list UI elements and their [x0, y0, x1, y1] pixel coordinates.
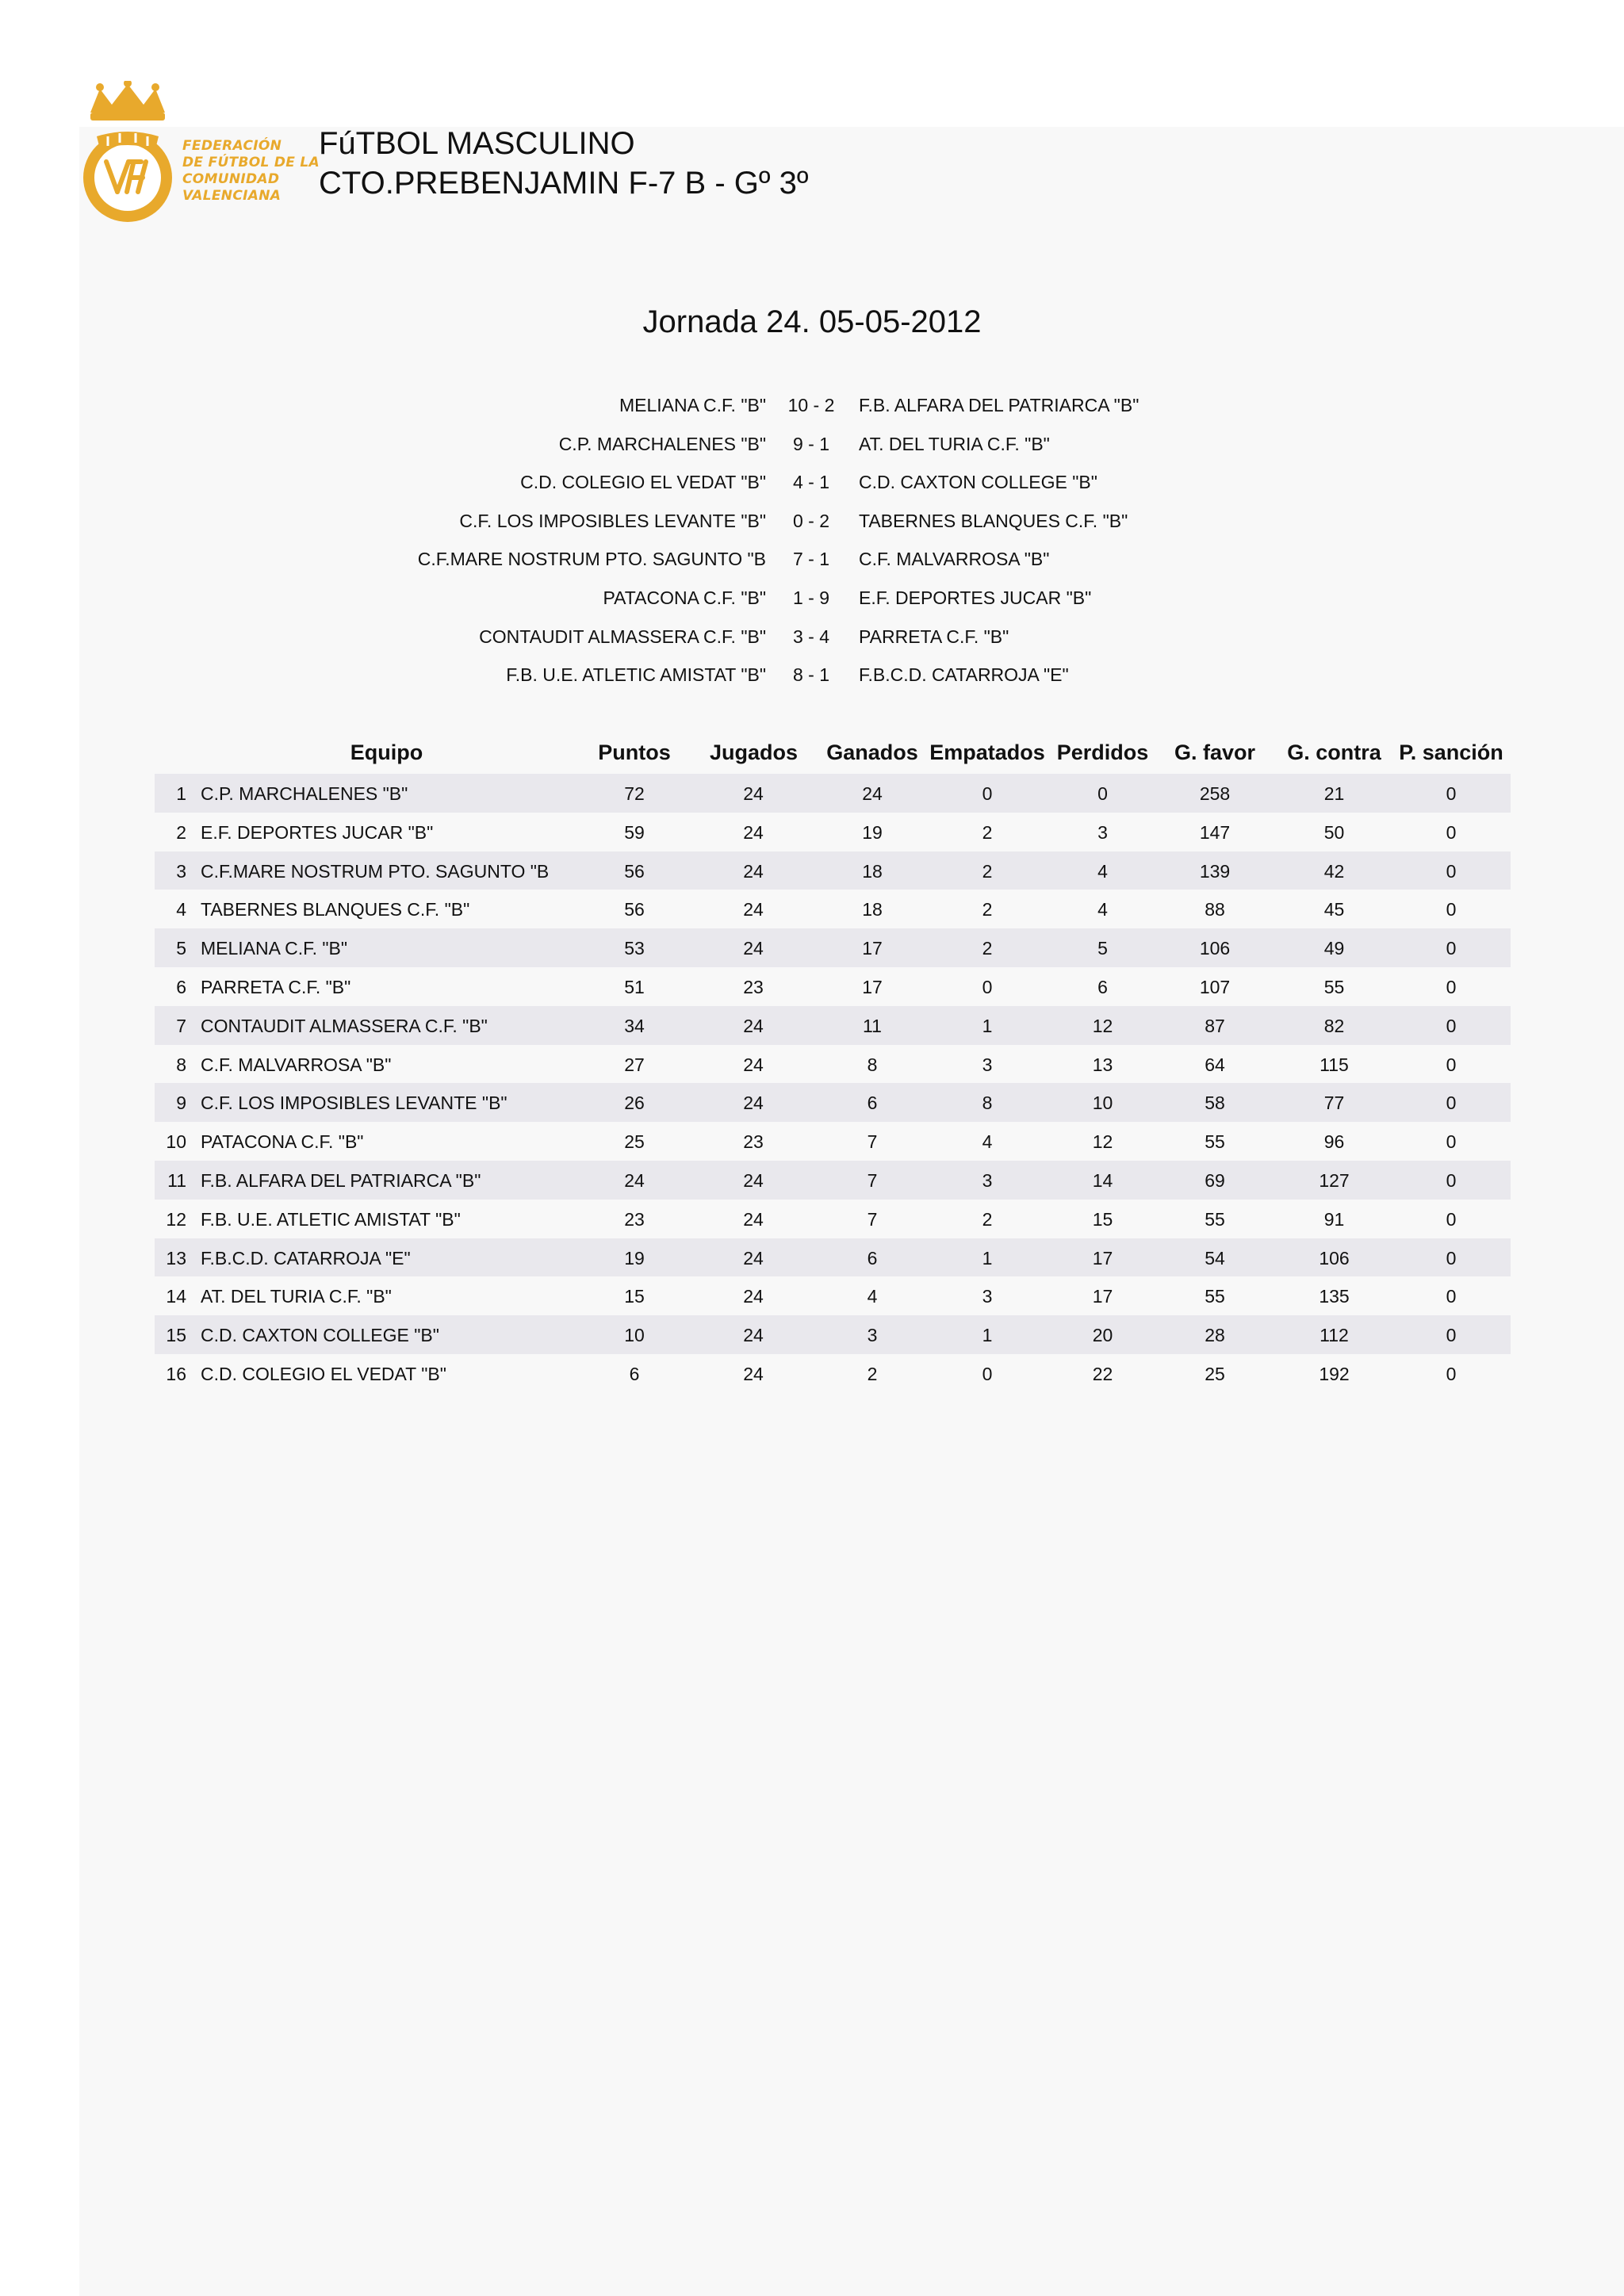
penalty-cell: 0	[1446, 860, 1457, 882]
result-home-team: MELIANA C.F. "B"	[619, 395, 766, 415]
standings-row	[155, 1006, 1511, 1045]
team-cell: C.D. CAXTON COLLEGE "B"	[201, 1325, 439, 1346]
penalty-cell: 0	[1446, 1015, 1457, 1036]
points-cell: 6	[629, 1363, 640, 1384]
standings-header-row	[155, 734, 1511, 774]
standings-row	[155, 1122, 1511, 1161]
played-cell: 23	[743, 1131, 764, 1153]
penalty-cell: 0	[1446, 1131, 1457, 1153]
penalty-cell: 0	[1446, 1093, 1457, 1114]
goals-for-cell: 55	[1205, 1131, 1225, 1153]
played-cell: 24	[743, 1325, 764, 1346]
result-row	[0, 388, 1624, 427]
result-away-team: C.F. MALVARROSA "B"	[859, 549, 1050, 570]
standings-row	[155, 1276, 1511, 1315]
matchday-title: Jornada 24. 05-05-2012	[642, 304, 982, 339]
standings-body	[155, 774, 1511, 1393]
goals-against-cell: 55	[1323, 976, 1345, 997]
position-cell: 11	[167, 1169, 186, 1191]
position-cell: 14	[166, 1286, 186, 1307]
goals-for-cell: 147	[1199, 821, 1231, 843]
result-score: 10 - 2	[787, 395, 835, 415]
won-cell: 6	[867, 1093, 878, 1114]
drawn-cell: 0	[982, 976, 993, 997]
drawn-cell: 2	[982, 860, 993, 882]
penalty-cell: 0	[1446, 1054, 1457, 1075]
position-cell: 16	[166, 1363, 186, 1384]
penalty-cell: 0	[1446, 1363, 1457, 1384]
team-cell: AT. DEL TURIA C.F. "B"	[201, 1286, 392, 1307]
team-cell: F.B.C.D. CATARROJA "E"	[201, 1247, 411, 1269]
header-points: Puntos	[598, 740, 671, 764]
goals-for-cell: 55	[1205, 1286, 1225, 1307]
goals-for-cell: 139	[1199, 860, 1231, 882]
points-cell: 10	[624, 1325, 645, 1346]
goals-for-cell: 69	[1205, 1169, 1225, 1191]
result-row	[0, 465, 1624, 503]
points-cell: 59	[624, 821, 645, 843]
result-home-team: CONTAUDIT ALMASSERA C.F. "B"	[479, 626, 766, 647]
lost-cell: 22	[1092, 1363, 1113, 1384]
result-home-team: PATACONA C.F. "B"	[603, 587, 766, 608]
goals-against-cell: 82	[1323, 1015, 1345, 1036]
drawn-cell: 1	[982, 1325, 993, 1346]
position-cell: 4	[176, 899, 186, 920]
played-cell: 24	[743, 860, 764, 882]
team-cell: C.F. MALVARROSA "B"	[201, 1054, 392, 1075]
lost-cell: 4	[1097, 860, 1108, 882]
header-lost: Perdidos	[1056, 740, 1149, 764]
team-cell: PARRETA C.F. "B"	[201, 976, 351, 997]
won-cell: 17	[862, 976, 883, 997]
result-away-team: C.D. CAXTON COLLEGE "B"	[859, 472, 1097, 493]
lost-cell: 3	[1097, 821, 1108, 843]
goals-against-cell: 91	[1323, 1208, 1345, 1230]
goals-against-cell: 127	[1319, 1169, 1350, 1191]
team-cell: C.F. LOS IMPOSIBLES LEVANTE "B"	[201, 1093, 508, 1114]
drawn-cell: 3	[982, 1054, 993, 1075]
drawn-cell: 2	[982, 821, 993, 843]
lost-cell: 4	[1097, 899, 1108, 920]
won-cell: 7	[867, 1208, 878, 1230]
played-cell: 24	[743, 899, 764, 920]
competition-header	[319, 124, 808, 203]
standings-row	[155, 774, 1511, 813]
position-cell: 13	[166, 1247, 186, 1269]
result-away-team: PARRETA C.F. "B"	[859, 626, 1009, 647]
penalty-cell: 0	[1446, 1286, 1457, 1307]
penalty-cell: 0	[1446, 1208, 1457, 1230]
goals-for-cell: 25	[1205, 1363, 1225, 1384]
played-cell: 24	[743, 938, 764, 959]
position-cell: 8	[176, 1054, 186, 1075]
standings-row	[155, 1161, 1511, 1200]
team-cell: TABERNES BLANQUES C.F. "B"	[201, 899, 470, 920]
standings-row	[155, 813, 1511, 851]
lost-cell: 14	[1092, 1169, 1113, 1191]
points-cell: 56	[624, 899, 645, 920]
result-away-team: TABERNES BLANQUES C.F. "B"	[859, 510, 1128, 531]
played-cell: 23	[743, 976, 764, 997]
drawn-cell: 0	[982, 1363, 993, 1384]
played-cell: 24	[743, 821, 764, 843]
points-cell: 34	[624, 1015, 645, 1036]
played-cell: 24	[743, 1286, 764, 1307]
points-cell: 23	[624, 1208, 645, 1230]
goals-against-cell: 115	[1320, 1054, 1349, 1075]
team-cell: F.B. ALFARA DEL PATRIARCA "B"	[201, 1169, 481, 1191]
goals-against-cell: 112	[1320, 1325, 1349, 1346]
result-home-team: C.P. MARCHALENES "B"	[558, 433, 766, 454]
goals-against-cell: 135	[1319, 1286, 1350, 1307]
drawn-cell: 8	[982, 1093, 993, 1114]
standings-row	[155, 1200, 1511, 1238]
played-cell: 24	[743, 1247, 764, 1269]
standings-row	[155, 1238, 1511, 1277]
standings-row	[155, 851, 1511, 890]
points-cell: 24	[624, 1169, 645, 1191]
goals-for-cell: 64	[1205, 1054, 1225, 1075]
won-cell: 8	[867, 1054, 878, 1075]
won-cell: 17	[862, 938, 883, 959]
result-row	[0, 427, 1624, 465]
goals-against-cell: 21	[1323, 783, 1345, 804]
won-cell: 18	[862, 860, 883, 882]
drawn-cell: 3	[982, 1286, 993, 1307]
drawn-cell: 4	[982, 1131, 993, 1153]
won-cell: 19	[862, 821, 883, 843]
position-cell: 6	[176, 976, 186, 997]
lost-cell: 12	[1092, 1131, 1113, 1153]
goals-against-cell: 45	[1323, 899, 1345, 920]
lost-cell: 6	[1097, 976, 1108, 997]
played-cell: 24	[743, 1054, 764, 1075]
penalty-cell: 0	[1446, 1169, 1457, 1191]
played-cell: 24	[743, 783, 764, 804]
result-away-team: AT. DEL TURIA C.F. "B"	[859, 433, 1050, 454]
result-score: 8 - 1	[792, 664, 830, 686]
points-cell: 72	[624, 783, 645, 804]
penalty-cell: 0	[1446, 1247, 1457, 1269]
result-score: 9 - 1	[792, 433, 830, 454]
result-score: 1 - 9	[792, 587, 830, 608]
won-cell: 3	[867, 1325, 878, 1346]
points-cell: 19	[624, 1247, 645, 1269]
won-cell: 7	[867, 1131, 878, 1153]
position-cell: 15	[166, 1325, 186, 1346]
won-cell: 6	[867, 1247, 878, 1269]
goals-against-cell: 77	[1323, 1093, 1345, 1114]
points-cell: 56	[624, 860, 645, 882]
goals-against-cell: 42	[1323, 860, 1345, 882]
goals-for-cell: 54	[1205, 1247, 1225, 1269]
goals-for-cell: 28	[1205, 1325, 1225, 1346]
lost-cell: 5	[1097, 938, 1108, 959]
drawn-cell: 0	[982, 783, 993, 804]
lost-cell: 17	[1092, 1286, 1113, 1307]
result-score: 0 - 2	[792, 510, 830, 531]
position-cell: 10	[166, 1131, 186, 1153]
drawn-cell: 1	[982, 1247, 993, 1269]
standings-row	[155, 1083, 1511, 1122]
goals-for-cell: 55	[1205, 1208, 1225, 1230]
team-cell: CONTAUDIT ALMASSERA C.F. "B"	[201, 1015, 488, 1036]
points-cell: 53	[624, 938, 645, 959]
position-cell: 5	[176, 938, 186, 959]
result-score: 3 - 4	[792, 626, 830, 647]
header-played: Jugados	[710, 740, 799, 764]
played-cell: 24	[743, 1208, 764, 1230]
lost-cell: 13	[1092, 1054, 1113, 1075]
won-cell: 2	[867, 1363, 878, 1384]
result-row	[0, 581, 1624, 619]
result-home-team: C.F. LOS IMPOSIBLES LEVANTE "B"	[459, 510, 766, 531]
result-away-team: F.B.C.D. CATARROJA "E"	[859, 664, 1069, 686]
goals-against-cell: 50	[1323, 821, 1345, 843]
goals-against-cell: 49	[1323, 938, 1345, 959]
won-cell: 18	[862, 899, 883, 920]
sport-title: FúTBOL MASCULINO	[319, 126, 635, 161]
header-drawn: Empatados	[929, 740, 1045, 764]
team-cell: C.D. COLEGIO EL VEDAT "B"	[201, 1363, 446, 1384]
header-penalty: P. sanción	[1399, 740, 1503, 764]
points-cell: 26	[624, 1093, 645, 1114]
header-team: Equipo	[350, 740, 423, 764]
team-cell: E.F. DEPORTES JUCAR "B"	[201, 821, 434, 843]
position-cell: 12	[166, 1208, 186, 1230]
played-cell: 24	[743, 1093, 764, 1114]
standings-row	[155, 928, 1511, 967]
team-cell: C.P. MARCHALENES "B"	[201, 783, 408, 804]
team-cell: C.F.MARE NOSTRUM PTO. SAGUNTO "B	[201, 860, 550, 882]
penalty-cell: 0	[1446, 899, 1457, 920]
position-cell: 3	[176, 860, 186, 882]
result-score: 4 - 1	[792, 472, 830, 493]
drawn-cell: 3	[982, 1169, 993, 1191]
result-row	[0, 542, 1624, 580]
points-cell: 25	[624, 1131, 645, 1153]
result-away-team: F.B. ALFARA DEL PATRIARCA "B"	[859, 395, 1139, 415]
position-cell: 9	[176, 1093, 186, 1114]
goals-against-cell: 192	[1319, 1363, 1350, 1384]
won-cell: 4	[867, 1286, 878, 1307]
logo-wordmark: FEDERACIÓN DE FÚTBOL DE LA COMUNIDAD VALENCIANA	[182, 138, 320, 204]
team-cell: MELIANA C.F. "B"	[201, 938, 348, 959]
result-row	[0, 504, 1624, 542]
ffcv-crest-icon	[76, 81, 179, 232]
result-away-team: E.F. DEPORTES JUCAR "B"	[859, 587, 1092, 608]
lost-cell: 0	[1097, 783, 1108, 804]
drawn-cell: 2	[982, 938, 993, 959]
standings-row	[155, 1045, 1511, 1084]
goals-for-cell: 88	[1205, 899, 1225, 920]
standings-row	[155, 890, 1511, 928]
federation-logo	[76, 81, 320, 232]
won-cell: 7	[867, 1169, 878, 1191]
won-cell: 11	[863, 1015, 882, 1036]
header-won: Ganados	[826, 740, 918, 764]
drawn-cell: 2	[982, 899, 993, 920]
points-cell: 27	[624, 1054, 645, 1075]
played-cell: 24	[743, 1169, 764, 1191]
standings-row	[155, 1354, 1511, 1393]
result-row	[0, 658, 1624, 696]
position-cell: 7	[176, 1015, 186, 1036]
drawn-cell: 1	[982, 1015, 993, 1036]
header-goals-against: G. contra	[1287, 740, 1381, 764]
lost-cell: 17	[1092, 1247, 1113, 1269]
position-cell: 2	[176, 821, 186, 843]
penalty-cell: 0	[1446, 821, 1457, 843]
played-cell: 24	[743, 1363, 764, 1384]
result-home-team: C.F.MARE NOSTRUM PTO. SAGUNTO "B	[417, 549, 766, 570]
result-row	[0, 620, 1624, 658]
goals-against-cell: 106	[1319, 1247, 1350, 1269]
lost-cell: 12	[1092, 1015, 1113, 1036]
standings-row	[155, 1315, 1511, 1354]
drawn-cell: 2	[982, 1208, 993, 1230]
result-home-team: C.D. COLEGIO EL VEDAT "B"	[520, 472, 766, 493]
header-goals-for: G. favor	[1174, 740, 1256, 764]
penalty-cell: 0	[1446, 938, 1457, 959]
penalty-cell: 0	[1446, 1325, 1457, 1346]
goals-for-cell: 58	[1205, 1093, 1225, 1114]
points-cell: 15	[624, 1286, 645, 1307]
played-cell: 24	[743, 1015, 764, 1036]
standings-table	[155, 734, 1511, 1393]
penalty-cell: 0	[1446, 976, 1457, 997]
goals-for-cell: 106	[1199, 938, 1231, 959]
result-home-team: F.B. U.E. ATLETIC AMISTAT "B"	[506, 664, 766, 686]
position-cell: 1	[176, 783, 186, 804]
goals-against-cell: 96	[1323, 1131, 1345, 1153]
goals-for-cell: 258	[1199, 783, 1231, 804]
goals-for-cell: 87	[1205, 1015, 1225, 1036]
won-cell: 24	[862, 783, 883, 804]
result-score: 7 - 1	[792, 549, 830, 570]
goals-for-cell: 107	[1199, 976, 1231, 997]
team-cell: PATACONA C.F. "B"	[201, 1131, 364, 1153]
team-cell: F.B. U.E. ATLETIC AMISTAT "B"	[201, 1208, 461, 1230]
lost-cell: 20	[1092, 1325, 1113, 1346]
points-cell: 51	[624, 976, 645, 997]
lost-cell: 10	[1092, 1093, 1113, 1114]
competition-title: CTO.PREBENJAMIN F-7 B - Gº 3º	[319, 166, 809, 201]
standings-row	[155, 967, 1511, 1006]
lost-cell: 15	[1092, 1208, 1113, 1230]
penalty-cell: 0	[1446, 783, 1457, 804]
